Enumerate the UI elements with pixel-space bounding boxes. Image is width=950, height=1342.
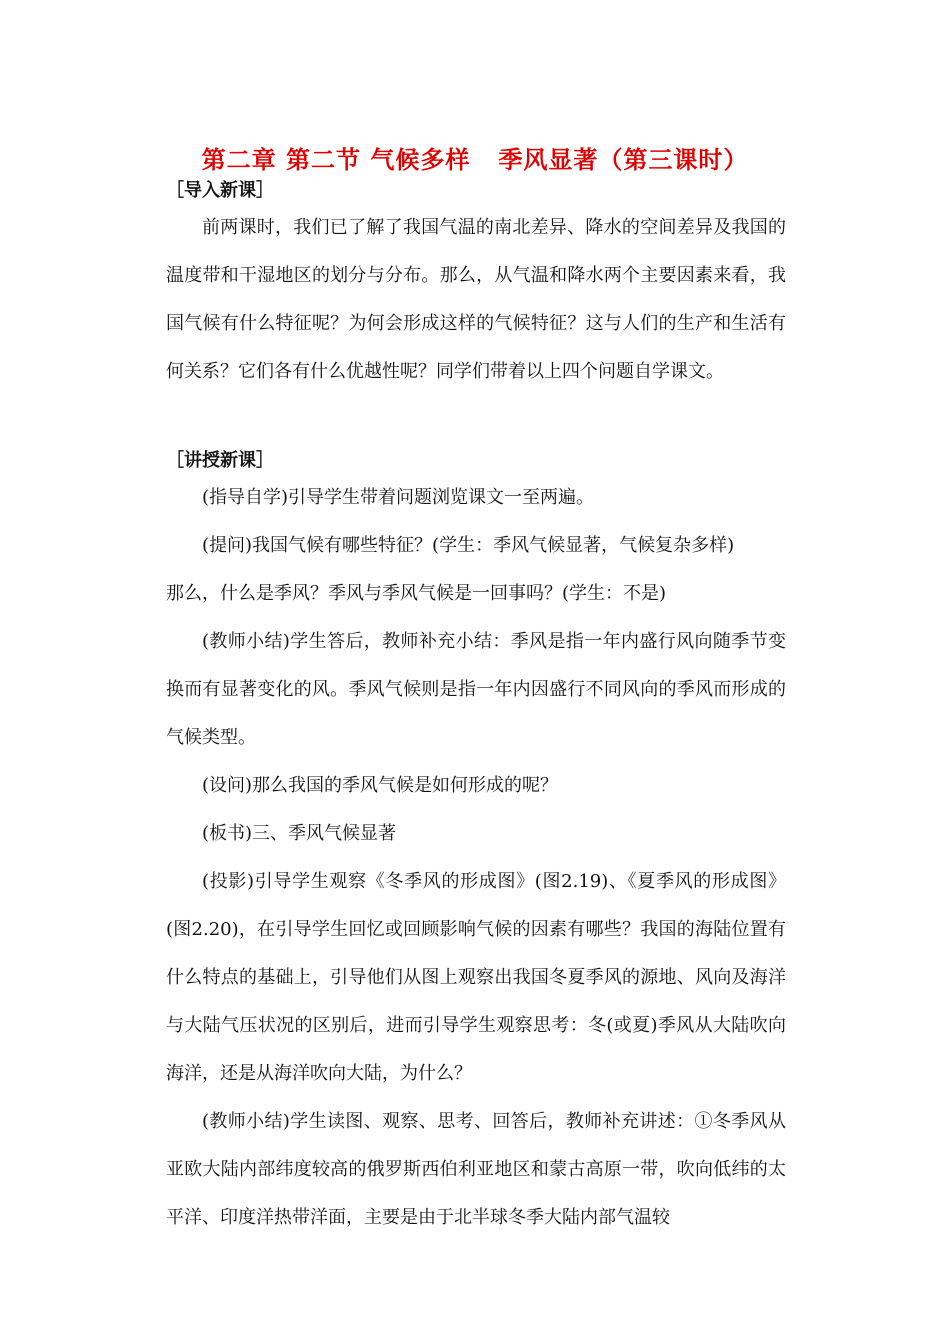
page-title [0, 140, 950, 175]
paragraph-blackboard: (板书)三、季风气候显著 [202, 823, 397, 844]
section-heading-lecture: ［讲授新课］ [166, 450, 274, 471]
paragraph-rhetorical-question: (设问)那么我国的季风气候是如何形成的呢？ [202, 775, 559, 796]
paragraph-question: (提问)我国气候有哪些特征？(学生：季风气候显著，气候复杂多样) [202, 535, 735, 556]
section-heading-intro: ［导入新课］ [166, 180, 274, 201]
paragraph-teacher-summary-2: (教师小结)学生读图、观察、思考、回答后，教师补充讲述：①冬季风从亚欧大陆内部纬度较高的俄罗斯西伯利亚地区和蒙古高原一带，吹向低纬的太平洋、印度洋热带洋面，主要是由于北半球冬季大陆内部气温较 [166, 1111, 786, 1228]
title-topic: 季风显著（第三课时） [498, 145, 749, 174]
paragraph-monsoon-question: 那么，什么是季风？季风与季风气候是一回事吗？(学生：不是) [166, 583, 667, 604]
title-chapter-section: 第二章 第二节 气候多样 [201, 145, 471, 174]
paragraph-teacher-summary-1: (教师小结)学生答后，教师补充小结：季风是指一年内盛行风向随季节变换而有显著变化的风。季风气候则是指一年内因盛行不同风向的季风而形成的气候类型。 [166, 631, 786, 748]
paragraph-intro: 前两课时，我们已了解了我国气温的南北差异、降水的空间差异及我国的温度带和干湿地区的划分与分布。那么，从气温和降水两个主要因素来看，我国气候有什么特征呢？为何会形成这样的气候特征？这与人们的生产和生活有何关系？它们各有什么优越性呢？同学们带着以上四个问题自学课文。 [166, 217, 786, 382]
paragraph-guided-study: (指导自学)引导学生带着问题浏览课文一至两遍。 [202, 487, 595, 508]
paragraph-projection: (投影)引导学生观察《冬季风的形成图》(图2.19)、《夏季风的形成图》(图2.20)，在引导学生回忆或回顾影响气候的因素有哪些？我国的海陆位置有什么特点的基础上，引导他们从图上观察出我国冬夏季风的源地、风向及海洋与大陆气压状况的区别后，进而引导学生观察思考：冬(或夏)季风从大陆吹向海洋，还是从海洋吹向大陆，为什么？ [166, 871, 786, 1084]
